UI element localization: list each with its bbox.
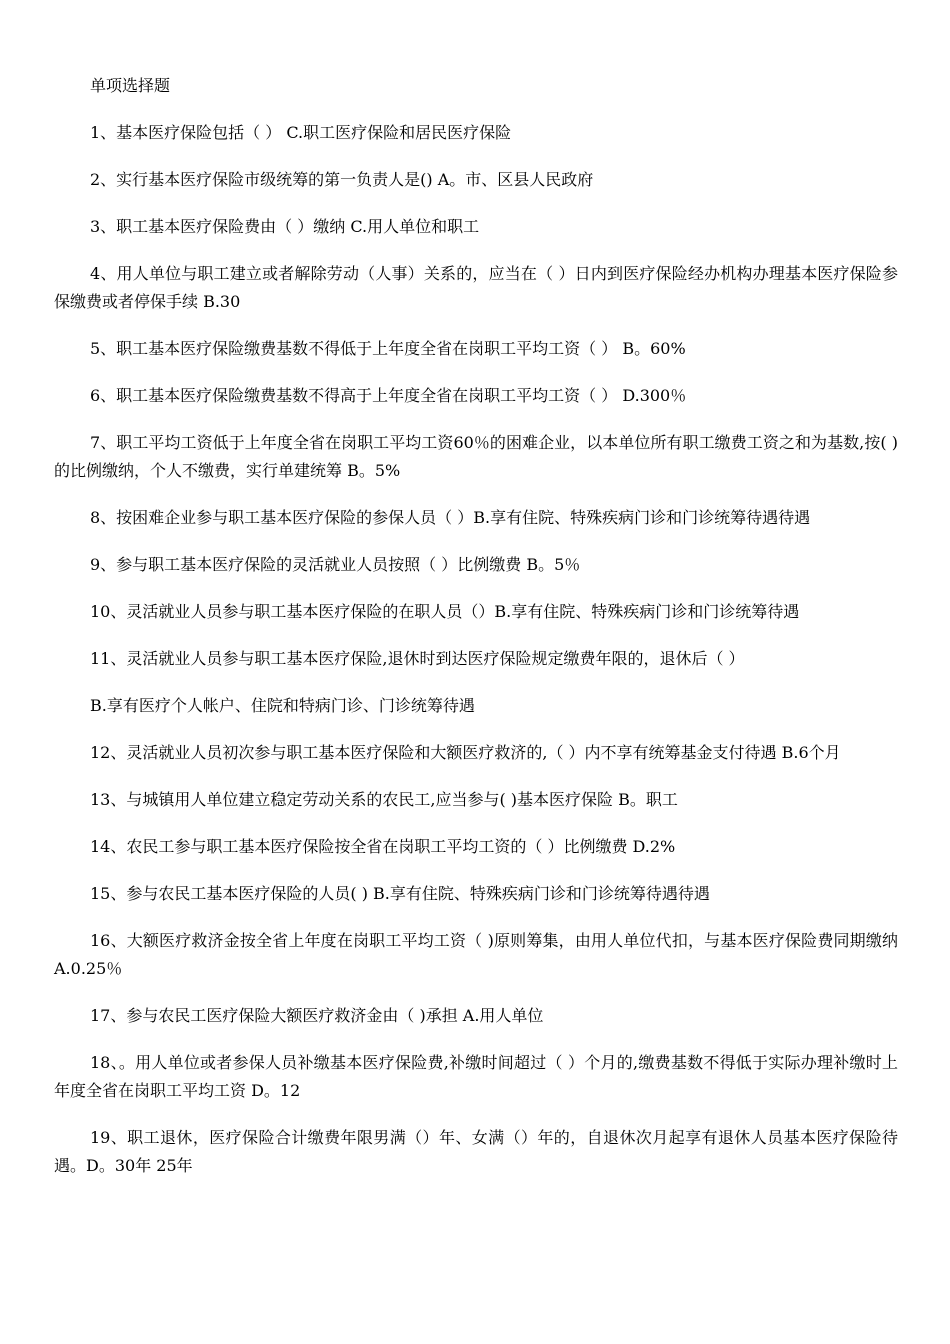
question-10: 10、灵活就业人员参与职工基本医疗保险的在职人员（）B.享有住院、特殊疾病门诊和门诊统筹待遇 xyxy=(90,602,800,621)
question-2: 2、实行基本医疗保险市级统筹的第一负责人是() A。市、区县人民政府 xyxy=(90,170,594,189)
question-6: 6、职工基本医疗保险缴费基数不得高于上年度全省在岗职工平均工资（ ） D.300％ xyxy=(90,386,687,405)
section-heading: 单项选择题 xyxy=(90,76,171,95)
question-17: 17、参与农民工医疗保险大额医疗救济金由（ )承担 A.用人单位 xyxy=(90,1006,544,1025)
question-9: 9、参与职工基本医疗保险的灵活就业人员按照（ ）比例缴费 B。5％ xyxy=(90,555,581,574)
question-18: 18、。用人单位或者参保人员补缴基本医疗保险费,补缴时间超过（ ）个月的,缴费基数不得低于实际办理补缴时上年度全省在岗职工平均工资 D。12 xyxy=(54,1053,898,1100)
question-3: 3、职工基本医疗保险费由（ ）缴纳 C.用人单位和职工 xyxy=(90,217,480,236)
question-12: 12、灵活就业人员初次参与职工基本医疗保险和大额医疗救济的,（ ）内不享有统筹基金支付待遇 B.6个月 xyxy=(90,743,841,762)
question-5: 5、职工基本医疗保险缴费基数不得低于上年度全省在岗职工平均工资（ ） B。60% xyxy=(90,339,686,358)
question-11: 11、灵活就业人员参与职工基本医疗保险,退休时到达医疗保险规定缴费年限的，退休后（ ） xyxy=(90,649,745,668)
question-15: 15、参与农民工基本医疗保险的人员( ) B.享有住院、特殊疾病门诊和门诊统筹待遇待遇 xyxy=(90,884,710,903)
question-13: 13、与城镇用人单位建立稳定劳动关系的农民工,应当参与( )基本医疗保险 B。职工 xyxy=(90,790,678,809)
question-4: 4、用人单位与职工建立或者解除劳动（人事）关系的，应当在（ ）日内到医疗保险经办机构办理基本医疗保险参保缴费或者停保手续 B.30 xyxy=(54,264,898,311)
question-1: 1、基本医疗保险包括（ ） C.职工医疗保险和居民医疗保险 xyxy=(90,123,512,142)
question-19: 19、职工退休，医疗保险合计缴费年限男满（）年、女满（）年的，自退休次月起享有退休人员基本医疗保险待遇。D。30年 25年 xyxy=(54,1128,898,1175)
question-11-answer: B.享有医疗个人帐户、住院和特病门诊、门诊统筹待遇 xyxy=(90,696,475,715)
question-16: 16、大额医疗救济金按全省上年度在岗职工平均工资（ )原则筹集，由用人单位代扣，与基本医疗保险费同期缴纳 A.0.25％ xyxy=(54,931,898,978)
question-14: 14、农民工参与职工基本医疗保险按全省在岗职工平均工资的（ ）比例缴费 D.2% xyxy=(90,837,676,856)
question-8: 8、按困难企业参与职工基本医疗保险的参保人员（ ）B.享有住院、特殊疾病门诊和门诊统筹待遇待遇 xyxy=(90,508,811,527)
question-7: 7、职工平均工资低于上年度全省在岗职工平均工资60％的困难企业，以本单位所有职工缴费工资之和为基数,按( ) 的比例缴纳，个人不缴费，实行单建统筹 B。5% xyxy=(54,433,898,480)
